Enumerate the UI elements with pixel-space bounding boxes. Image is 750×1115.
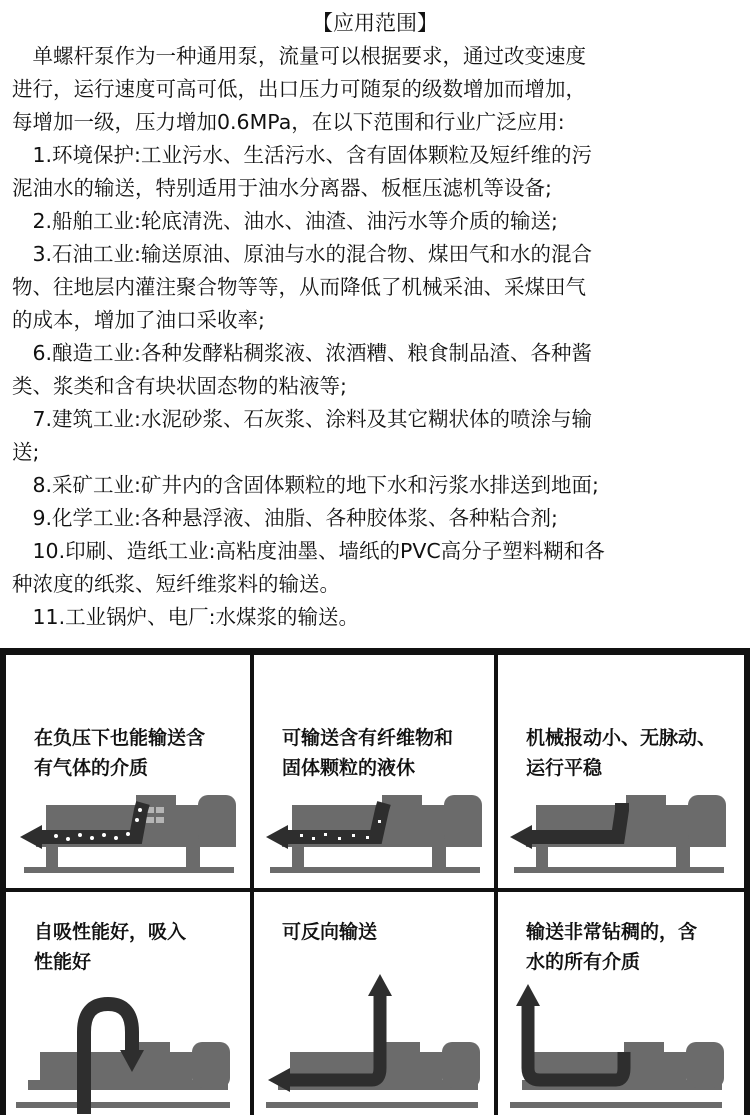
caption-line: 可反向输送 [282,921,378,943]
text-line: 1.环境保护:工业污水、生活污水、含有固体颗粒及短纤维的污 [12,143,592,167]
feature-card-viscous [498,892,744,1115]
text-line: 7.建筑工业:水泥砂浆、石灰浆、涂料及其它糊状体的喷涂与输 [12,407,592,431]
text-line: 2.船舶工业:轮底清洗、油水、油渣、油污水等介质的输送; [12,209,558,233]
text-line: 6.酿造工业:各种发酵粘稠浆液、浓酒糟、粮食制品渣、各种酱 [12,341,592,365]
caption-line: 水的所有介质 [526,951,641,973]
text-line: 10.印刷、造纸工业:高粘度油墨、墙纸的PVC高分子塑料糊和各 [12,539,605,563]
caption-line: 有气体的介质 [34,757,149,779]
pump-reverse-flow-icon [254,892,494,1115]
pump-viscous-flow-icon [498,892,744,1115]
caption-line: 运行平稳 [526,757,603,779]
feature-card-solids [254,655,494,888]
text-line: 进行，运行速度可高可低，出口压力可随泵的级数增加而增加， [12,77,586,101]
text-line: 种浓度的纸浆、短纤维浆料的输送。 [12,572,340,596]
feature-card-smooth [498,655,744,888]
text-line: 每增加一级，压力增加0.6MPa，在以下范围和行业广泛应用: [12,110,565,134]
text-line: 的成本，增加了油口采收率; [12,308,265,332]
caption-line: 性能好 [34,951,92,973]
text-line: 3.石油工业:输送原油、原油与水的混合物、煤田气和水的混合 [12,242,592,266]
caption-line: 可输送含有纤维物和 [282,727,454,749]
text-line: 11.工业锅炉、电厂:水煤浆的输送。 [12,605,360,629]
feature-grid [0,648,750,1115]
pump-self-priming-icon [6,892,250,1115]
feature-card-gas [6,655,250,888]
feature-card-reverse [254,892,494,1115]
pump-solids-flow-icon [254,655,494,888]
pump-smooth-flow-icon [498,655,744,888]
caption-line: 固体颗粒的液休 [282,757,416,779]
text-line: 单螺杆泵作为一种通用泵，流量可以根据要求，通过改变速度 [12,44,586,68]
caption-line: 自吸性能好，吸入 [34,921,187,943]
text-line: 物、往地层内灌注聚合物等等，从而降低了机械采油、采煤田气 [12,275,586,299]
caption-line: 在负压下也能输送含 [34,727,206,749]
text-line: 泥油水的输送，特别适用于油水分离器、板框压滤机等设备; [12,176,552,200]
pump-gas-flow-icon [6,655,250,888]
caption-line: 机械报动小、无脉动、 [526,727,717,749]
text-line: 送; [12,440,40,464]
text-line: 9.化学工业:各种悬浮液、油脂、各种胶体浆、各种粘合剂; [12,506,558,530]
text-line: 8.采矿工业:矿井内的含固体颗粒的地下水和污浆水排送到地面; [12,473,599,497]
section-heading: 【应用范围】 [312,11,438,35]
feature-card-self-priming [6,892,250,1115]
caption-line: 输送非常钻稠的，含 [526,921,698,943]
text-line: 类、浆类和含有块状固态物的粘液等; [12,374,347,398]
